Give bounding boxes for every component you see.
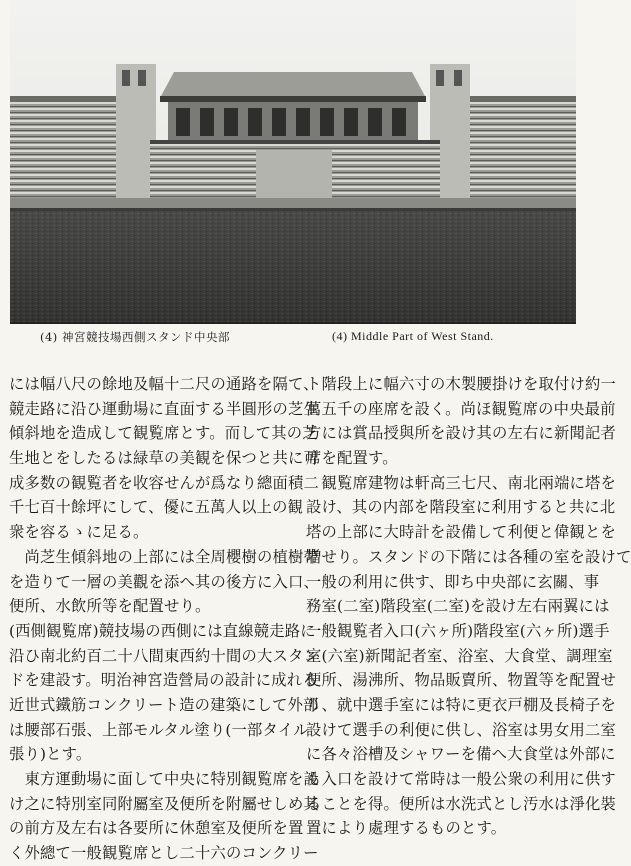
text-line: 近世式鐵筋コンクリート造の建築にして外部 [9,695,319,714]
text-line: く外總て一般観覧席とし二十六のコンクリー [9,844,319,863]
text-line: (西側観覧席)競技場の西側には直線競走路に [9,621,316,640]
text-line: 便所、水飲所等を配置せり。 [9,597,211,616]
left-text-column [9,372,319,866]
text-line: 尚芝生傾斜地の上部には全周櫻樹の植樹帶 [9,547,319,566]
text-line: 張り)とす。 [9,745,92,764]
text-line: ることを得。便所は水洗式とし汚水は淨化裝 [306,794,616,813]
text-line: ト階段上に幅六寸の木製腰掛けを取付け約一 [306,375,616,393]
text-line: り、就中選手室には特に更衣戸棚及長椅子を [306,695,616,714]
text-line: 東方運動場に面して中央に特別観覧席を設 [9,770,319,788]
text-line: を造りて一層の美觀を添へ其の後方に入口、 [9,572,319,591]
text-line: 競走路に沿ひ運動場に直面する半圓形の芝生 [9,399,319,418]
text-line: 設けて選手の利便に供し、浴室は男女用二室 [306,720,616,739]
text-line: 一般観覧者入口(六ヶ所)階段室(六ヶ所)選手 [306,621,610,640]
text-line: 便所、湯沸所、物品販賣所、物置等を配置せ [306,671,616,690]
text-line: の前方及左右は各要所に休憩室及便所を置 [9,819,304,838]
text-line: 千七百十餘坪にして、優に五萬人以上の観 [9,498,304,517]
text-line: 傾斜地を造成して観覧席とす。而して其の芝 [9,424,318,443]
text-line: には幅八尺の餘地及幅十二尺の通路を隔て、 [9,375,319,393]
text-line: 設け、其の内部を階段室に利用すると共に北 [306,498,616,517]
text-line: 生地とをしたるは緑草の美観を保つと共に可 [9,449,319,468]
text-line: 増せり。スタンドの下階には各種の室を設けて [306,547,631,566]
text-line: 萬五千の座席を設く。尚ほ観覧席の中央最前 [306,399,616,418]
text-line: 成多数の観覧者を收容せんが爲なり總面積二 [9,473,319,492]
text-line: 室(六室)新聞記者室、浴室、大食堂、調理室 [306,646,613,665]
text-line: 方には賞品授與所を設け其の左右に新聞記者 [306,424,616,443]
text-line: 一般の利用に供す、即ち中央部に玄關、事 [306,572,600,591]
text-line: に各々浴槽及シャワーを備へ大食堂は外部に [306,745,616,764]
text-line: 席を配置す。 [306,449,398,468]
photo-caption-japanese: (4) 神宮競技場西側スタンド中央部 [40,330,230,344]
text-line: 塔の上部に大時計を設備して利便と偉観とを [306,523,616,542]
text-line: 沿ひ南北約百二十八間東西約十間の大スタン [9,646,319,665]
text-line: 置により處理するものとす。 [306,819,507,838]
text-line: も入口を設けて常時は一般公衆の利用に供す [306,770,616,788]
text-line: 観覧席建物は軒高三七尺、南北兩端に塔を [306,473,616,492]
right-text-column [306,372,631,841]
photo-caption-english: (4) Middle Part of West Stand. [332,329,494,343]
text-line: 衆を容るゝに足る。 [9,523,149,542]
text-line: ドを建設す。明治神宮造營局の設計に成れる [9,671,318,690]
text-line: 務室(二室)階段室(二室)を設け左右兩翼には [306,597,610,616]
stadium-photo [10,0,576,324]
text-line: け之に特別室同附屬室及便所を附屬せしめ其 [9,794,319,813]
text-line: は腰部石張、上部モルタル塗り(一部タイル [9,720,309,739]
west-stand-photograph [10,0,576,322]
